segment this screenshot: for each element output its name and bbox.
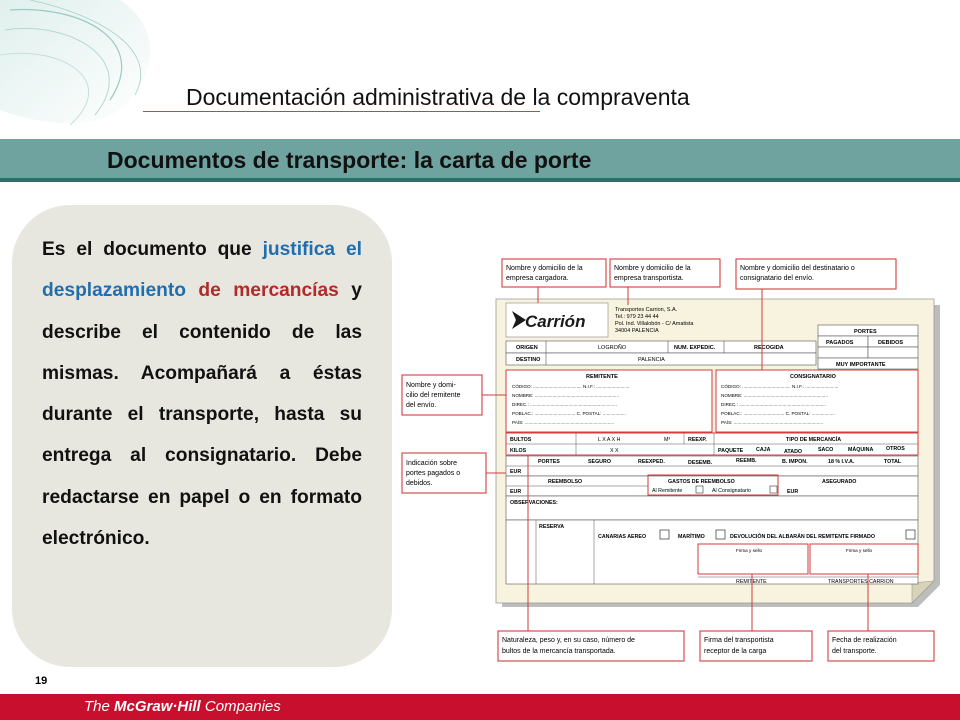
consignatario-pais: PAÍS: ...................................................................... bbox=[721, 420, 824, 425]
label-observaciones: OBSERVACIONES: bbox=[510, 500, 558, 506]
company-tel: Tel.: 979 23 44 44 bbox=[615, 314, 659, 320]
callout-destinatario-line2: consignatario del envío. bbox=[740, 275, 814, 282]
label-recogida: RECOGIDA bbox=[754, 345, 784, 351]
label-reserva: RESERVA bbox=[539, 524, 565, 530]
label-desemb: DESEMB. bbox=[688, 460, 713, 466]
label-debidos: DEBIDOS bbox=[878, 340, 904, 346]
consignatario-nombre: NOMBRE: .................................................................. bbox=[721, 393, 828, 398]
callout-portes-line2: portes pagados o bbox=[406, 470, 461, 477]
label-firma-remitente: REMITENTE bbox=[736, 579, 767, 585]
checkbox-devolucion bbox=[906, 530, 915, 539]
callout-fecha-line1: Fecha de realización bbox=[832, 637, 897, 644]
callout-remitente-line3: del envío. bbox=[406, 402, 437, 409]
company-name: Transportes Carrion, S.A. bbox=[615, 307, 678, 313]
label-reexp: REEXP. bbox=[688, 437, 707, 443]
company-logo bbox=[506, 303, 608, 337]
label-xx: X X bbox=[610, 448, 619, 454]
footer-bar bbox=[0, 694, 960, 720]
label-pagados: PAGADOS bbox=[826, 340, 854, 346]
description-text bbox=[42, 229, 362, 559]
checkbox-maritimo bbox=[716, 530, 725, 539]
callout-transportista-line2: empresa transportista. bbox=[614, 275, 684, 282]
label-gastos-reembolso: GASTOS DE REEMBOLSO bbox=[668, 479, 735, 485]
checkbox-canarias bbox=[660, 530, 669, 539]
importes-row bbox=[506, 456, 918, 476]
title-underline bbox=[143, 111, 540, 112]
label-portes-importe: PORTES bbox=[538, 459, 560, 465]
callout-cargadora bbox=[502, 259, 606, 303]
checkbox-al-remitente bbox=[696, 486, 703, 493]
callout-portes-line1: Indicación sobre bbox=[406, 460, 457, 467]
label-seguro: SEGURO bbox=[588, 459, 611, 465]
callout-fecha-line2: del transporte. bbox=[832, 648, 877, 655]
remitente-pais: PAÍS: ...................................................................... bbox=[512, 420, 615, 425]
label-m3: M³ bbox=[664, 437, 671, 443]
label-firma-sello-2: Firma y sello bbox=[846, 548, 873, 553]
page-title: Documentación administrativa de la compraventa bbox=[186, 84, 690, 110]
label-eur-3: EUR bbox=[787, 489, 799, 495]
consignatario-poblac: POBLAC.: ................................ C. POSTAL: .................. bbox=[721, 411, 835, 416]
label-transportes-carrion: TRANSPORTES CARRION bbox=[828, 579, 894, 585]
callout-cargadora-line2: empresa cargadora. bbox=[506, 275, 569, 282]
label-maritimo: MARÍTIMO bbox=[678, 534, 705, 540]
text-part-3: y describe el contenido de las mismas. Acompañará a éstas durante el transporte, hasta su entrega al consignatario. Debe redactarse en papel o en formato electrónico. bbox=[42, 280, 362, 550]
remitente-block bbox=[506, 370, 712, 432]
portes-box bbox=[818, 325, 918, 369]
observaciones-block bbox=[506, 496, 918, 520]
label-eur-1: EUR bbox=[510, 469, 522, 475]
callout-remitente-line2: cilio del remitente bbox=[406, 392, 461, 399]
value-destino: PALENCIA bbox=[638, 357, 665, 363]
remitente-codigo: CÓDIGO: ...................................... N.I.F.: .......................... bbox=[512, 384, 630, 389]
publisher-logo bbox=[84, 698, 281, 715]
label-reexped: REEXPED. bbox=[638, 459, 665, 465]
section-title: Documentos de transporte: la carta de porte bbox=[107, 147, 592, 173]
callout-portes-line3: debidos. bbox=[406, 480, 433, 487]
callout-firma-line2: receptor de la carga bbox=[704, 648, 767, 655]
callout-firma-line1: Firma del transportista bbox=[704, 637, 774, 644]
label-remitente: REMITENTE bbox=[586, 374, 618, 380]
label-destino: DESTINO bbox=[516, 357, 541, 363]
callout-portes bbox=[402, 453, 506, 493]
text-part-1: Es el documento que bbox=[42, 239, 263, 260]
value-origen: LOGROÑO bbox=[598, 345, 627, 351]
description-panel bbox=[12, 205, 392, 667]
label-kilos: KILOS bbox=[510, 448, 527, 454]
company-address: Pol. Ind. Villalobón - C/ Amatista bbox=[615, 321, 694, 327]
company-city: 34004 PALENCIA bbox=[615, 328, 659, 334]
callout-naturaleza-line2: bultos de la mercancía transportada. bbox=[502, 648, 616, 655]
label-portes: PORTES bbox=[854, 329, 877, 335]
highlight-justifica: justifica el desplazamiento bbox=[42, 239, 362, 302]
label-b-impon: B. IMPON. bbox=[782, 459, 808, 465]
consignatario-direc: DIREC.: .................................................................... bbox=[721, 402, 826, 407]
label-paquete: PAQUETE bbox=[718, 448, 744, 454]
callout-transportista bbox=[610, 259, 720, 305]
remitente-direc: DIREC.: .................................................................... bbox=[512, 402, 617, 407]
label-otros: OTROS bbox=[886, 446, 905, 452]
label-al-consignatario: Al Consignatario bbox=[712, 488, 751, 494]
page-number: 19 bbox=[35, 675, 48, 687]
logo-the: The bbox=[84, 698, 115, 715]
text-space bbox=[186, 280, 198, 301]
callout-destinatario-line1: Nombre y domicilio del destinatario o bbox=[740, 265, 855, 272]
checkbox-al-consignatario bbox=[770, 486, 777, 493]
label-bultos: BULTOS bbox=[510, 437, 532, 443]
label-saco: SACO bbox=[818, 447, 834, 453]
highlight-mercancias: de mercancías bbox=[198, 280, 339, 302]
label-total: TOTAL bbox=[884, 459, 902, 465]
logo-carrion: Carrión bbox=[525, 312, 586, 331]
bultos-row bbox=[506, 433, 918, 455]
label-al-remitente: Al Remitente bbox=[652, 488, 683, 494]
consignatario-block bbox=[716, 370, 918, 432]
logo-companies: Companies bbox=[200, 698, 281, 715]
label-muy-importante: MUY IMPORTANTE bbox=[836, 362, 886, 368]
callout-cargadora-line1: Nombre y domicilio de la bbox=[506, 265, 583, 272]
label-origen: ORIGEN bbox=[516, 345, 538, 351]
remitente-poblac: POBLAC.: ................................ C. POSTAL: .................. bbox=[512, 411, 626, 416]
callout-transportista-line1: Nombre y domicilio de la bbox=[614, 265, 691, 272]
remitente-nombre: NOMBRE: .................................................................. bbox=[512, 393, 619, 398]
label-reemb: REEMB. bbox=[736, 458, 757, 464]
callout-remitente-line1: Nombre y domi- bbox=[406, 382, 456, 389]
label-lxaxh: L X A X H bbox=[598, 437, 621, 443]
carta-de-porte-illustration bbox=[398, 245, 960, 670]
label-tipo-mercancia: TIPO DE MERCANCÍA bbox=[786, 437, 842, 443]
label-firma-sello-1: Firma y sello bbox=[736, 548, 763, 553]
callout-naturaleza-line1: Naturaleza, peso y, en su caso, número de bbox=[502, 637, 635, 644]
section-banner bbox=[0, 139, 960, 182]
label-canarias: CANARIAS AEREO bbox=[598, 534, 647, 540]
label-caja: CAJA bbox=[756, 447, 771, 453]
origen-destino-rows bbox=[506, 341, 816, 365]
carta-de-porte-svg bbox=[398, 245, 960, 670]
label-num-expedic: NUM. EXPEDIC. bbox=[674, 345, 716, 351]
reserva-block bbox=[506, 520, 918, 585]
label-devolucion: DEVOLUCIÓN DEL ALBARÁN DEL REMITENTE FIRMADO bbox=[730, 534, 875, 540]
label-maquina: MÁQUINA bbox=[848, 447, 874, 453]
reembolso-row bbox=[506, 475, 918, 496]
label-iva: 18 % I.V.A. bbox=[828, 459, 855, 465]
label-asegurado: ASEGURADO bbox=[822, 479, 857, 485]
logo-name: McGraw·Hill bbox=[114, 698, 201, 715]
label-eur-2: EUR bbox=[510, 489, 522, 495]
callout-remitente bbox=[402, 375, 506, 415]
label-consignatario: CONSIGNATARIO bbox=[790, 374, 836, 380]
consignatario-codigo: CÓDIGO: ...................................... N.I.F.: .......................... bbox=[721, 384, 839, 389]
label-atado: ATADO bbox=[784, 449, 803, 455]
label-reembolso: REEMBOLSO bbox=[548, 479, 583, 485]
